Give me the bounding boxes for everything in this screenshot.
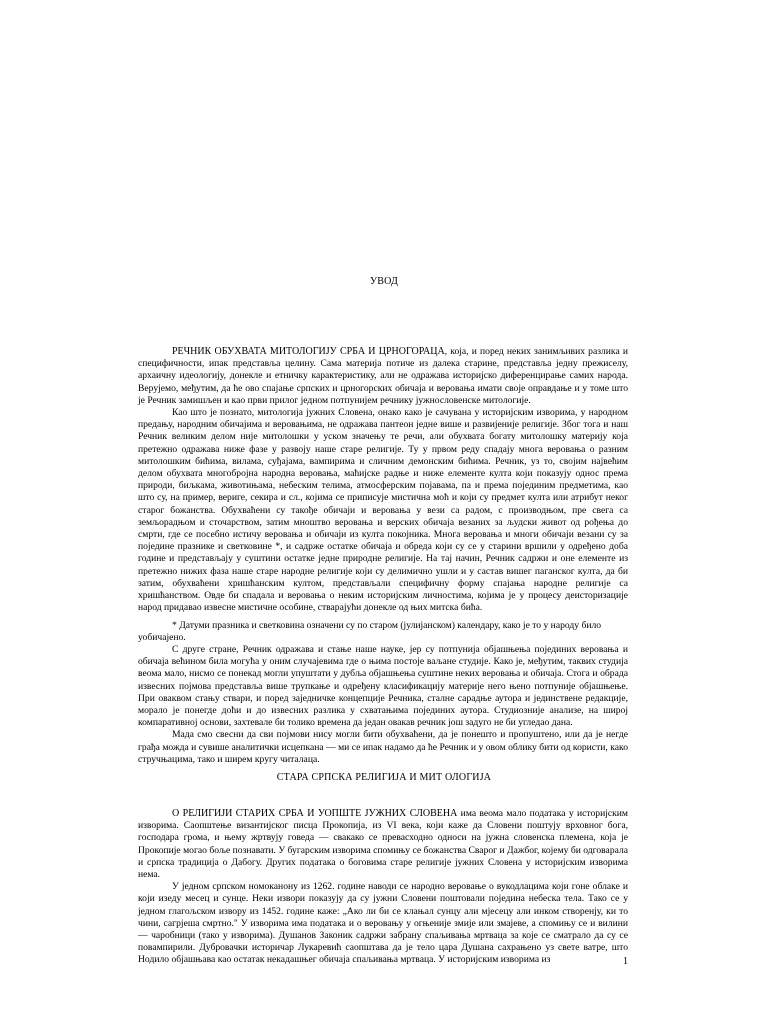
intro-paragraph-2: Као што је познато, митологија јужних Словена, онако како је сачувана у историјским изворима, у народном предању, народним обичајима и веровањима, не одражава пантеон једне више и развијеније религије. Због тога и наш Речник великим делом није митолошки у уском значењу те речи, али обухвата богату митолошку материју која претежно одражава ниже фазе у развоју наше старе религије. Ту у првом реду спадају многа веровања о разним митолошким бићима, вилама, суђајама, вампирима и сличним демонским бићима. Речник, уз то, својим највећим делом обухвата многобројна народна веровања, маћијске радње и ниже елементе култа који показују однос према природи, биљкама, животињама, небеским телима, атмосферским појавама, па и према појединим предметима, као што су, на пример, вериге, секира и сл., којима се приписује мистична моћ и који су предмет култа или атрибут неког старог божанства. Обухваћени су такође обичаји и веровања у вези са радом, с производњом, пре свега са земљорадњом и сточарством, затим мноштво веровања и верских обичаја везаних за људски живот од рођења до смрти, где се посебно истичу веровања и обичаји из култа покојника. Многа веровања и многи обичаји везани су за поједине празнике и светковине *, и садрже остатке обичаја и обреда који су се у старини вршили у одређено доба године и представљају у суштини остатке једне природне религије. На тај начин, Речник садржи и оне елементе из претежно нижих фаза наше старе народне религије који су делимично ушли и у састав вишег паганског култа, да би затим, обухваћени хришћанским култом, представљали специфичну форму спајања народне религије са хришћанством. Овде би спадала и веровања о неким историјским личностима, којима је у процесу деисторизације народ придавао извесне мистичне особине, стварајући донекле од њих митска бића. <box>138 407 628 614</box>
intro-paragraph-4: Мада смо свесни да сви појмови нису могли бити обухваћени, да је понешто и пропуштено, или да је негде грађа можда и сувише аналитички исцепкана — ми се ипак надамо да ће Речник и у овом облику бити од користи, како стручњацима, тако и ширем кругу читалаца. <box>138 729 628 765</box>
intro-text <box>138 346 628 614</box>
section-lead: О РЕЛИГИЈИ СТАРИХ СРБА И УОПШТЕ ЈУЖНИХ СЛОВЕНА <box>172 808 458 819</box>
intro-text-continued <box>138 644 628 766</box>
footnote: * Датуми празника и светковина означени су по старом (јулијанском) календару, како је то у народу било уобичајено. <box>138 620 602 644</box>
section-text <box>138 808 628 967</box>
intro-paragraph-1: РЕЧНИК ОБУХВАТА МИТОЛОГИЈУ СРБА И ЦРНОГОРАЦА, која, и поред неких занимљивих разлика и специфичности, ипак представља целину. Сама материја потиче из далека старине, представља једну прежиселу, архаичну идеологију, донекле и етничку карактеристику, али не одражава историјско диференцирање самих народа. Верујемо, међутим, да ће ово спајање српских и црногорских обичаја и веровања имати своје оправдање и у томе што је Речник замишљен и као први прилог једном потпунијем речнику јужнословенске митологије. <box>138 346 628 406</box>
section-title: СТАРА СРПСКА РЕЛИГИЈА И МИТ ОЛОГИЈА <box>276 772 492 783</box>
page-number: 1 <box>623 956 628 967</box>
section-paragraph-2: У једном српском номоканону из 1262. године наводи се народно веровање о вукодлацима који гоне облаке и који изеду месец и сунце. Неки извори показују да су јужни Словени поштовали поједина небеска тела. Тако се у једном глагољском извору из 1452. године каже: „Ако ли би се клањал сунцу али мјесецу али инком створенју, ки то чини, сагрјеша смртно." У изворима има података и о веровању у огњеније змије или змајеве, а спомињу се и вилини — чаробници (тако у изворима). Душанов Законик садржи забрану спаљивања мртваца за које се сматрало да су се повампирили. Дубровачки историчар Лукаревић саопштава да је тело цара Душана сахрањено уз свете ватре, што Нодило објашњава као остатак некадашњег обичаја спаљивања мртваца. У историјским изворима из <box>138 881 628 966</box>
intro-lead: РЕЧНИК ОБУХВАТА МИТОЛОГИЈУ СРБА И ЦРНОГОРАЦА <box>172 346 445 357</box>
intro-paragraph-3: С друге стране, Речник одражава и стање наше науке, јер су потпунија објашњења појединих веровања и обичаја већином била могућа у оним случајевима где о њима постоје ваљане студије. Како је, међутим, таквих студија веома мало, нисмо се понекад могли упуштати у дубља објашњења суштине неких веровања и обичаја. Стога и обрада извесних појмова представља више трупкање и одређену класификацију материје него њено потпуније објашњење. При оваквом стању ствари, и поред заједничке концепције Речника, сталне сарадње аутора и јединствене редакције, морало је понегде доћи и до извесних разлика у схватањима појединих аутора. Студиозније анализе, на широј компаративној основи, захтевале би толико времена да један овакав речник још задуго не би угледао дана. <box>138 644 628 729</box>
section-paragraph-1: О РЕЛИГИЈИ СТАРИХ СРБА И УОПШТЕ ЈУЖНИХ СЛОВЕНА има веома мало података у историјским изворима. Саопштење византијског писца Прокопија, из VI века, који каже да Словени поштују врховног бога, господара грома, и њему жртвују говеда — свакако се превасходно односи на јужна словенска племена, која је Прокопије могао боље познавати. У бугарским изворима спомињу се божанства Сварог и Дажбог, којему би одговарала и српска традиција о Дабогу. Других података о боговима старе религије јужних Словена у историјским изворима нема. <box>138 808 628 881</box>
chapter-title: УВОД <box>369 276 399 287</box>
